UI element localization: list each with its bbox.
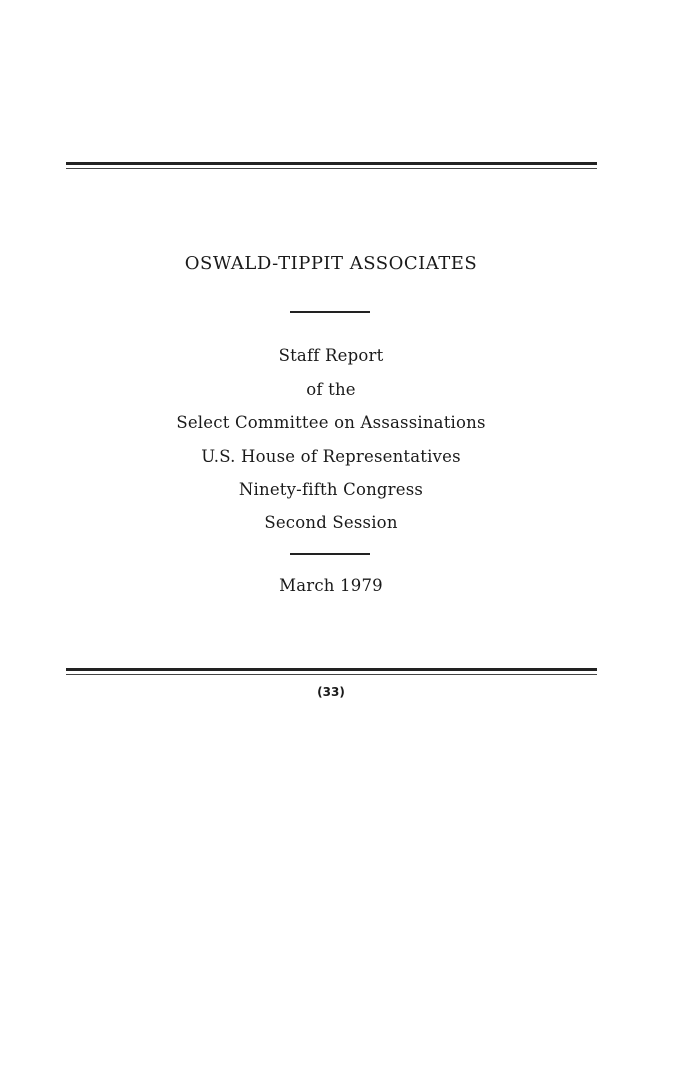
bottom-rule-thin	[66, 674, 597, 675]
report-title: OSWALD-TIPPIT ASSOCIATES	[184, 253, 478, 274]
top-rule-thin	[66, 168, 597, 169]
top-rule-thick	[66, 162, 597, 165]
title-divider	[290, 311, 370, 313]
of-the-line: of the	[306, 380, 356, 399]
bottom-rule-thick	[66, 668, 597, 671]
date-divider	[290, 553, 370, 555]
session-line: Second Session	[264, 513, 398, 532]
staff-report-line: Staff Report	[278, 346, 384, 365]
report-date: March 1979	[279, 576, 383, 595]
congress-line: Ninety-fifth Congress	[238, 480, 424, 499]
committee-line: Select Committee on Assassinations	[176, 413, 486, 432]
page-number: (33)	[317, 685, 345, 699]
house-line: U.S. House of Representatives	[201, 447, 461, 466]
